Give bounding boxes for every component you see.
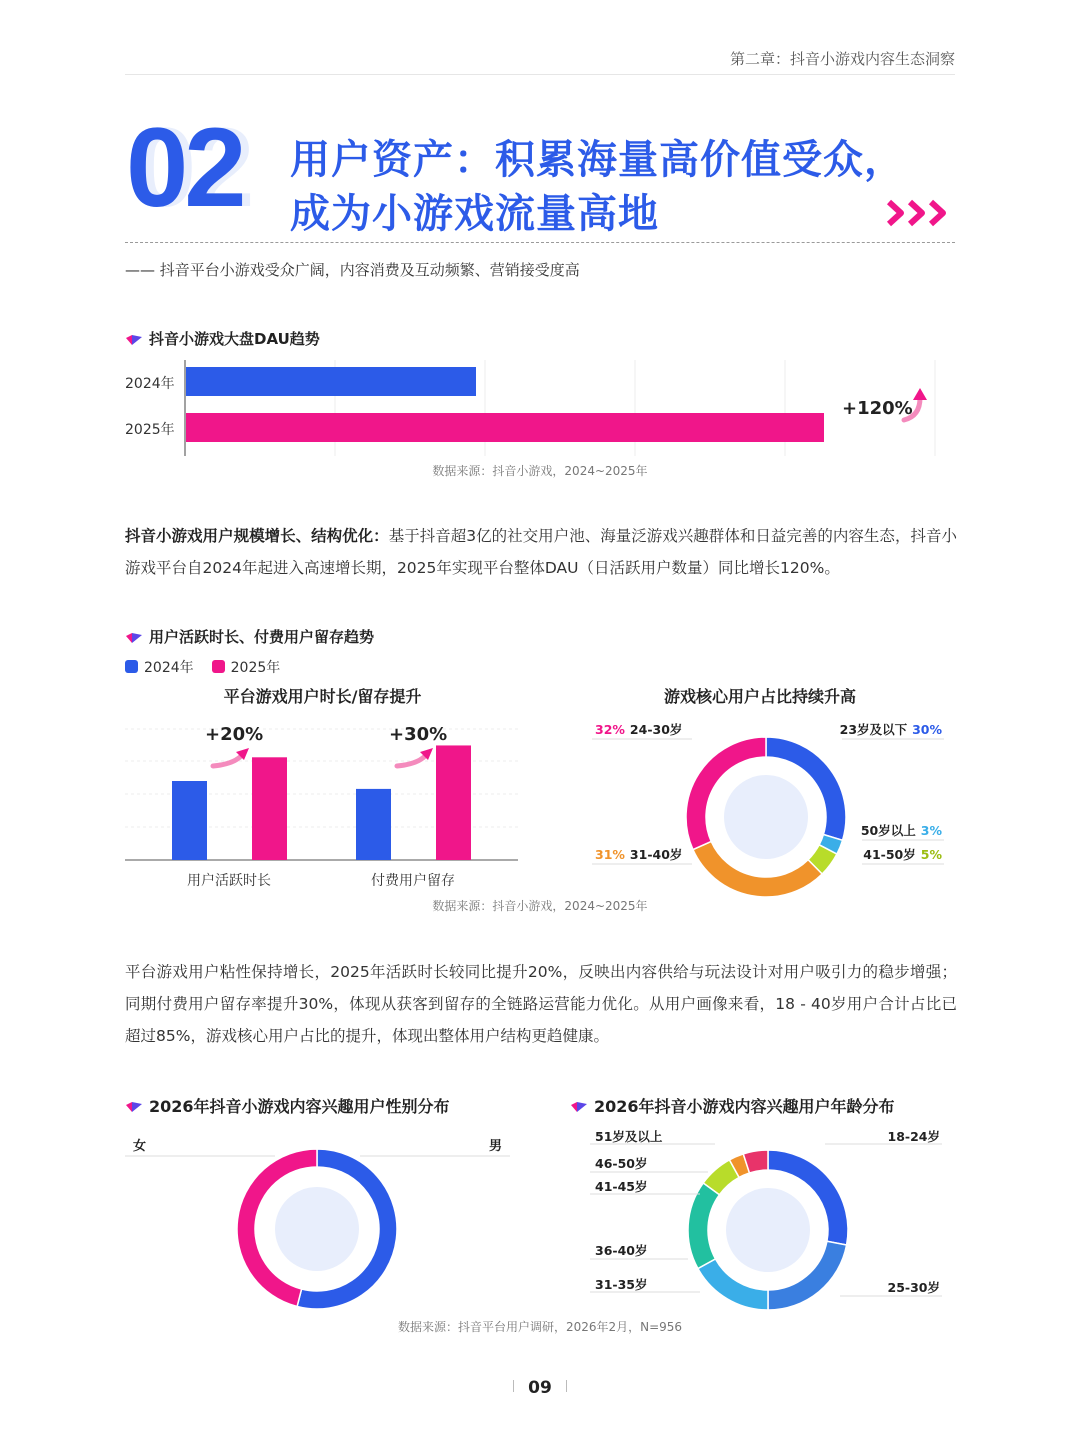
growth-arrow-icon bbox=[397, 748, 433, 766]
age-label-31-35: 31-35岁 bbox=[595, 1277, 648, 1292]
bar-retention-2025 bbox=[436, 745, 471, 860]
legend-item-2024: 2024年 bbox=[125, 657, 194, 677]
active-growth-label: +20% bbox=[205, 724, 264, 745]
chart-legend bbox=[125, 657, 280, 677]
retention-growth-label: +30% bbox=[389, 724, 448, 745]
dau-growth-label: +120% bbox=[842, 398, 913, 419]
section-logo-icon bbox=[125, 630, 143, 644]
dau-section-title bbox=[125, 328, 320, 349]
growth-paragraph-body: 基于抖音超3亿的社交用户池、海量泛游戏兴趣群体和日益完善的内容生态，抖音小游戏平台自2024年起进入高速增长期，2025年实现平台整体DAU（日活跃用户数量）同比增长120%。 bbox=[125, 527, 957, 577]
gender-label-male: 男 bbox=[488, 1139, 502, 1154]
page-title-line1: 用户资产：积累海量高价值受众， bbox=[290, 137, 905, 183]
retention-source-note: 数据来源：抖音小游戏，2024~2025年 bbox=[432, 899, 648, 913]
age-section-title-text: 2026年抖音小游戏内容兴趣用户年龄分布 bbox=[594, 1097, 895, 1116]
legend-item-2025: 2025年 bbox=[212, 657, 281, 677]
dau-category-label: 2025年 bbox=[125, 422, 175, 438]
donut-center bbox=[275, 1187, 359, 1271]
page-number: 09 bbox=[0, 1378, 1080, 1398]
age-donut-chart bbox=[590, 1124, 950, 1324]
dau-source-note: 数据来源：抖音小游戏，2024~2025年 bbox=[432, 464, 648, 478]
running-head: 第二章：抖音小游戏内容生态洞察 bbox=[729, 50, 955, 68]
age-label-46-50: 46-50岁 bbox=[595, 1156, 648, 1171]
age-label-18-24: 18-24岁 bbox=[887, 1129, 940, 1144]
bar-retention-2024 bbox=[356, 789, 391, 860]
growth-arrow-icon bbox=[213, 748, 249, 766]
survey-source-note: 数据来源：抖音平台用户调研，2026年2月，N=956 bbox=[397, 1320, 683, 1334]
age-label-51-plus: 51岁及以上 bbox=[595, 1129, 663, 1144]
gender-label-female: 女 bbox=[133, 1139, 147, 1154]
bar-active-2024 bbox=[172, 781, 207, 860]
age-section-title bbox=[570, 1094, 895, 1117]
dau-bar-chart bbox=[120, 358, 950, 458]
page-title-line2: 成为小游戏流量高地 bbox=[290, 191, 659, 237]
dau-category-label: 2024年 bbox=[125, 376, 175, 392]
slice-label-over-50: 50岁以上 3% bbox=[860, 823, 942, 838]
chapter-number: 02 bbox=[126, 105, 243, 230]
bar-category-label: 付费用户留存 bbox=[371, 873, 455, 889]
age-label-36-40: 36-40岁 bbox=[595, 1243, 648, 1258]
title-divider bbox=[125, 242, 955, 243]
bar-category-label: 用户活跃时长 bbox=[187, 873, 271, 889]
gender-section-title-text: 2026年抖音小游戏内容兴趣用户性别分布 bbox=[149, 1097, 450, 1116]
donut-center bbox=[724, 775, 808, 859]
slice-label-under-23: 23岁及以下 30% bbox=[839, 722, 942, 737]
dau-bar-2024 bbox=[186, 367, 476, 396]
bar-chart-title: 平台游戏用户时长/留存提升 bbox=[223, 687, 422, 706]
donut-chart-title: 游戏核心用户占比持续升高 bbox=[663, 687, 856, 706]
dau-section-title-text: 抖音小游戏大盘DAU趋势 bbox=[149, 330, 320, 348]
bar-active-2025 bbox=[252, 757, 287, 860]
gender-section-title bbox=[125, 1094, 450, 1117]
triple-chevron-icon bbox=[885, 198, 955, 228]
section-logo-icon bbox=[570, 1099, 588, 1113]
retention-section-title-text: 用户活跃时长、付费用户留存趋势 bbox=[149, 628, 375, 646]
growth-paragraph bbox=[125, 520, 957, 584]
donut-slice-36-40岁 bbox=[688, 1183, 719, 1269]
stickiness-paragraph: 平台游戏用户粘性保持增长，2025年活跃时长较同比提升20%，反映出内容供给与玩法设计对用户吸引力的稳步增强；同期付费用户留存率提升30%，体现从获客到留存的全链路运营能力优化。从用户画像来看，18 - 40岁用户合计占比已超过85%，游戏核心用户占比的提升，体现出整体用户结构更趋健康。 bbox=[125, 963, 957, 1045]
section-logo-icon bbox=[125, 332, 143, 346]
slice-label-41-50: 41-50岁 5% bbox=[863, 847, 942, 862]
retention-bar-chart bbox=[125, 716, 525, 896]
header-divider bbox=[125, 74, 955, 75]
core-user-donut-chart bbox=[592, 716, 952, 906]
donut-center bbox=[726, 1188, 810, 1272]
slice-label-31-40: 31% 31-40岁 bbox=[595, 847, 683, 862]
retention-section-title bbox=[125, 626, 374, 647]
gender-donut-chart bbox=[125, 1130, 515, 1320]
section-logo-icon bbox=[125, 1099, 143, 1113]
growth-paragraph-lead: 抖音小游戏用户规模增长、结构优化： bbox=[125, 527, 389, 545]
age-label-41-45: 41-45岁 bbox=[595, 1179, 648, 1194]
page-subtitle: —— 抖音平台小游戏受众广阔，内容消费及互动频繁、营销接受度高 bbox=[125, 261, 580, 279]
age-label-25-30: 25-30岁 bbox=[887, 1280, 940, 1295]
dau-bar-2025 bbox=[186, 413, 824, 442]
slice-label-24-30: 32% 24-30岁 bbox=[595, 722, 683, 737]
